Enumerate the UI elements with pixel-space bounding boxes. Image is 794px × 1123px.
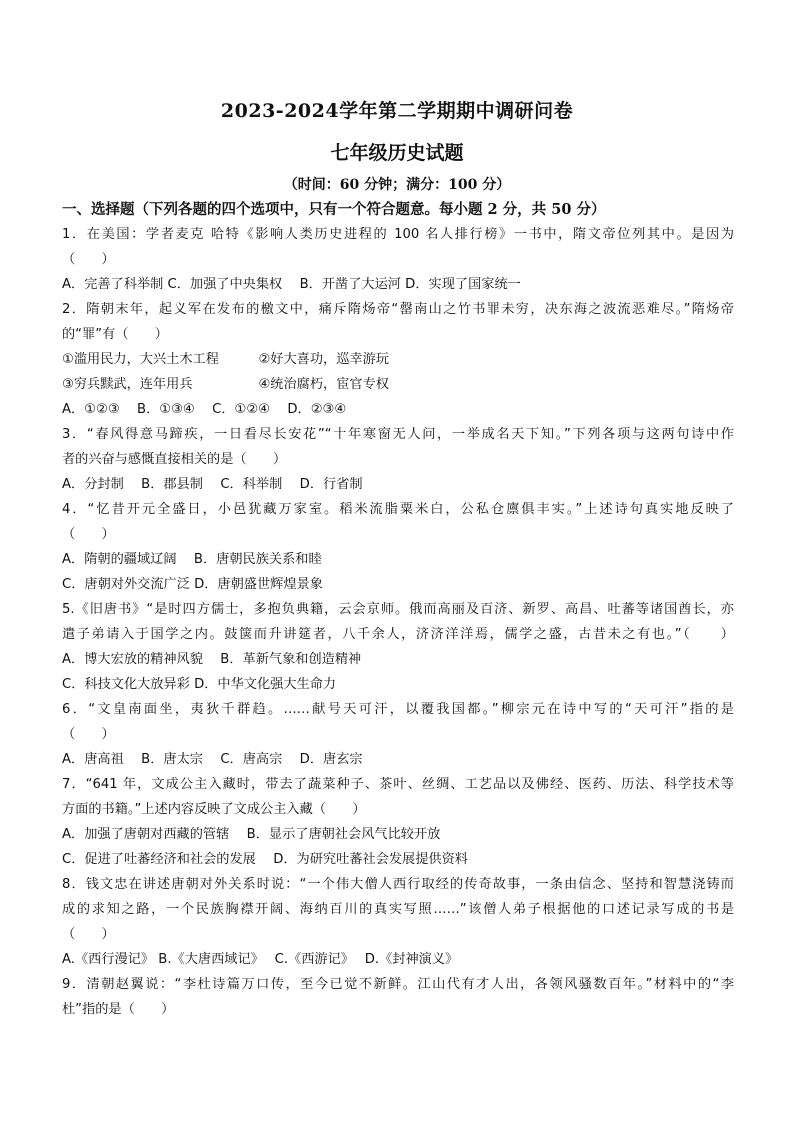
- question-line: 9．清朝赵翼说：“李杜诗篇万口传，至今已觉不新鲜。江山代有才人出，各领风骚数百年。”材料中的“李: [62, 977, 734, 992]
- question-line: 2．隋朝末年，起义军在发布的檄文中，痛斥隋炀帝“罄南山之竹书罪未穷，决东海之波流恶难尽。”隋炀帝: [62, 302, 734, 317]
- statement-option: ①滥用民力，大兴土木工程 ②好大喜功，巡幸游玩: [62, 352, 389, 367]
- answer-options: A．分封制 B．郡县制 C．科举制 D．行省制: [62, 477, 363, 492]
- statement-option: ③穷兵黩武，连年用兵 ④统治腐朽，宦官专权: [62, 377, 389, 392]
- question-list: [62, 222, 734, 1022]
- question-line: （ ）: [62, 252, 115, 267]
- question-line: 的“罪”有（ ）: [62, 327, 168, 342]
- answer-options: A．加强了唐朝对西藏的管辖 B．显示了唐朝社会风气比较开放: [62, 827, 441, 842]
- answer-options: A．①②③ B．①③④ C．①②④ D．②③④: [62, 402, 347, 417]
- question-line: （ ）: [62, 527, 115, 542]
- answer-options: A.《西行漫记》 B.《大唐西域记》 C.《西游记》 D.《封神演义》: [62, 952, 459, 967]
- question-line: 8．钱文忠在讲述唐朝对外关系时说：“一个伟大僧人西行取经的传奇故事，一条由信念、坚持和智慧浇铸而: [62, 877, 734, 892]
- answer-options: C．唐朝对外交流广泛 D．唐朝盛世辉煌景象: [62, 577, 323, 592]
- question-line: 6．“文皇南面坐，夷狄千群趋。……献号天可汗，以覆我国都。”柳宗元在诗中写的“天可汗”指的是: [62, 702, 734, 717]
- question-line: 5.《旧唐书》“是时四方儒士，多抱负典籍，云会京师。俄而高丽及百济、新罗、高昌、吐蕃等诸国酋长，亦: [62, 602, 734, 617]
- question-line: 4．“忆昔开元全盛日，小邑犹藏万家室。稻米流脂粟米白，公私仓廪俱丰实。”上述诗句真实地反映了: [62, 502, 734, 517]
- question-line: 3．“春风得意马蹄疾，一日看尽长安花”“十年寒窗无人问，一举成名天下知。”下列各项与这两句诗中作: [62, 427, 734, 442]
- section-heading: 一、选择题（下列各题的四个选项中，只有一个符合题意。每小题 2 分，共 50 分）: [62, 201, 606, 218]
- answer-options: C．科技文化大放异彩 D．中华文化强大生命力: [62, 677, 337, 692]
- question-line: 遣子弟请入于国学之内。鼓箧而升讲筵者，八千余人，济济洋洋焉，儒学之盛，古昔未之有也。”（ ）: [62, 627, 734, 642]
- exam-meta: （时间：60 分钟；满分：100 分）: [283, 177, 511, 193]
- exam-subtitle: 七年级历史试题: [330, 142, 464, 164]
- answer-options: A．隋朝的疆域辽阔 B．唐朝民族关系和睦: [62, 552, 322, 567]
- question-line: 1．在美国：学者麦克 哈特《影响人类历史进程的 100 名人排行榜》一书中，隋文帝位列其中。是因为: [62, 227, 734, 242]
- exam-title: 2023-2024学年第二学期期中调研问卷: [220, 100, 574, 122]
- question-line: （ ）: [62, 927, 115, 942]
- answer-options: A．完善了科举制 C．加强了中央集权 B．开凿了大运河 D．实现了国家统一: [62, 277, 521, 292]
- question-line: 方面的书籍。”上述内容反映了文成公主入藏（ ）: [62, 802, 366, 817]
- question-line: 杜”指的是（ ）: [62, 1002, 175, 1017]
- answer-options: C．促进了吐蕃经济和社会的发展 D．为研究吐蕃社会发展提供资料: [62, 852, 468, 867]
- question-line: （ ）: [62, 727, 115, 742]
- question-line: 成的求知之路，一个民族胸襟开阔、海纳百川的真实写照……”该僧人弟子根据他的口述记录写成的书是: [62, 902, 734, 917]
- question-line: 7．“641 年，文成公主入藏时，带去了蔬菜种子、茶叶、丝绸、工艺品以及佛经、医药、历法、科学技术等: [62, 777, 734, 792]
- answer-options: A．唐高祖 B．唐太宗 C．唐高宗 D．唐玄宗: [62, 752, 363, 767]
- question-line: 者的兴奋与感慨直接相关的是（ ）: [62, 452, 287, 467]
- answer-options: A．博大宏放的精神风貌 B．革新气象和创造精神: [62, 652, 362, 667]
